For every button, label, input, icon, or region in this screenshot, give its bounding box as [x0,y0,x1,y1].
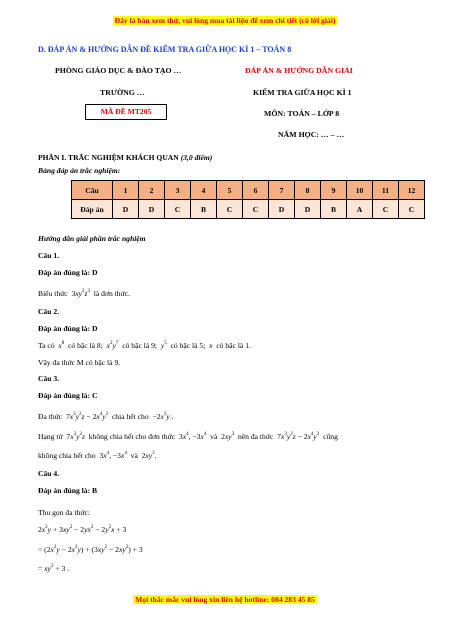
q3-expr-5: $2xy^3$ [219,432,235,441]
answer-cell: C [399,200,425,219]
exam-title: KIỂM TRA GIỮA HỌC KÌ 1 [253,88,352,97]
q1-text-after: là đơn thức. [93,289,130,298]
question-number-cell: 8 [295,181,321,200]
q3-text-1 [38,412,174,421]
q2-answer: Đáp án đúng là: D [38,324,98,333]
q4-step-3: = $xy^2 + 3$ . [38,564,70,573]
q2-conclusion: Vậy đa thức M có bậc là 9. [38,358,121,367]
answer-key-title: ĐÁP ÁN & HƯỚNG DẪN GIẢI [245,66,353,75]
footer-hotline [0,589,450,607]
question-number-cell: 12 [399,181,425,200]
section-heading: D. ĐÁP ÁN & HƯỚNG DẪN ĐỀ KIỂM TRA GIỮA HỌC KÌ 1 – TOÁN 8 [38,45,292,54]
question-number-cell: 4 [191,181,217,200]
answer-cell: D [295,200,321,219]
part1-title-text: PHẦN I. TRẮC NGHIỆM KHÁCH QUAN [38,153,179,162]
q3-t5: và [210,432,218,441]
preview-banner-text: Đây là bản xem thử, vui lòng mua tài liệu để xem chi tiết (có lời giải) [114,16,336,25]
q3-expr-3: $7x^3y^2z$ [64,432,85,441]
answer-cell: C [217,200,243,219]
q3-t4: không chia hết cho đơn thức [88,432,176,441]
q2-t1: Ta có [38,341,55,350]
question-number-cell: 5 [217,181,243,200]
answer-cell: C [373,200,399,219]
q3-expr-4: $3x^4$, $-3x^4$ [177,432,207,441]
q3-expr-8: $2xy^3$. [139,451,157,460]
question-number-cell: 10 [347,181,373,200]
q2-expr-1: $x^8$ [58,341,65,350]
footer-hotline-text: Mọi thắc mắc vui lòng xin liên hệ hotline: 084 283 45 85 [135,595,315,604]
school-year: NĂM HỌC: … – … [278,130,345,139]
q4-label: Câu 4. [38,469,60,478]
q3-text-2 [38,432,338,441]
school-name: TRƯỜNG … [100,88,145,97]
q3-t7: cũng [323,432,338,441]
q3-text-3 [38,451,157,460]
q2-text [38,341,251,350]
q4-step-1: $2x^2y + 3xy^2 - 2yx^2 - 2y^2x + 3$ [38,525,127,534]
q1-expression: $3xy^2z^3$ [69,289,90,298]
answer-cell: D [269,200,295,219]
q3-expr-6: $7x^3y^2z - 2x^4y^3$ [275,432,320,441]
answer-table-header-row [72,181,425,200]
answer-cell: B [191,200,217,219]
question-number-cell: 1 [113,181,139,200]
part1-title [38,153,212,162]
question-number-cell: 6 [243,181,269,200]
q3-answer: Đáp án đúng là: C [38,391,98,400]
preview-banner [0,10,450,28]
question-number-cell: 3 [165,181,191,200]
guide-title: Hướng dẫn giải phần trắc nghiệm [38,234,146,243]
answer-cell: C [243,200,269,219]
answer-table-caption: Bảng đáp án trắc nghiệm: [38,166,121,175]
exam-code-box: MÃ ĐỀ MT205 [85,104,167,120]
question-label-cell: Câu [72,181,113,200]
q2-label: Câu 2. [38,307,60,316]
q3-expr-7: $3x^4$, $-3x^4$ [97,451,127,460]
q2-t5: có bậc là 1. [216,341,251,350]
q3-t8: không chia hết cho [38,451,96,460]
q1-label: Câu 1. [38,251,60,260]
q2-expr-4: x [209,341,213,350]
q1-answer: Đáp án đúng là: D [38,268,98,277]
q2-t4: có bậc là 5; [170,341,206,350]
q3-t6: nên đa thức [238,432,274,441]
dept-name: PHÒNG GIÁO DỤC & ĐÀO TẠO … [55,66,182,75]
answer-cell: D [113,200,139,219]
question-number-cell: 9 [321,181,347,200]
q4-step-2: = $(2x^2y - 2x^2y) + (3xy^2 - 2xy^2) + 3$ [38,545,143,554]
q2-t3: có bậc là 9; [122,341,158,350]
q2-expr-2: $x^2y^7$ [106,341,119,350]
answer-label-cell: Đáp án [72,200,113,219]
q3-expr-2: $-2x^3y$ . [150,412,174,421]
answer-cell: C [165,200,191,219]
q3-t9: và [130,451,138,460]
answer-cell: A [347,200,373,219]
q3-expr-1: $7x^3y^2z - 2x^4y^3$ [64,412,109,421]
question-number-cell: 2 [139,181,165,200]
answer-table-answer-row [72,200,425,219]
q3-t3: Hạng tử [38,432,63,441]
q4-answer: Đáp án đúng là: B [38,486,98,495]
question-number-cell: 11 [373,181,399,200]
q4-intro: Thu gọn đa thức: [38,508,90,517]
q1-text [38,289,130,298]
q2-t2: có bậc là 8; [68,341,103,350]
q3-label: Câu 3. [38,374,60,383]
q1-text-before: Biểu thức [38,289,68,298]
answer-cell: B [321,200,347,219]
subject-line: MÔN: TOÁN – LỚP 8 [264,109,340,118]
question-number-cell: 7 [269,181,295,200]
q2-expr-3: $y^5$ [160,341,167,350]
answer-table [71,180,425,219]
q3-t1: Đa thức [38,412,63,421]
part1-points: (3,0 điểm) [180,153,213,162]
q3-t2: chia hết cho [111,412,149,421]
answer-cell: D [139,200,165,219]
